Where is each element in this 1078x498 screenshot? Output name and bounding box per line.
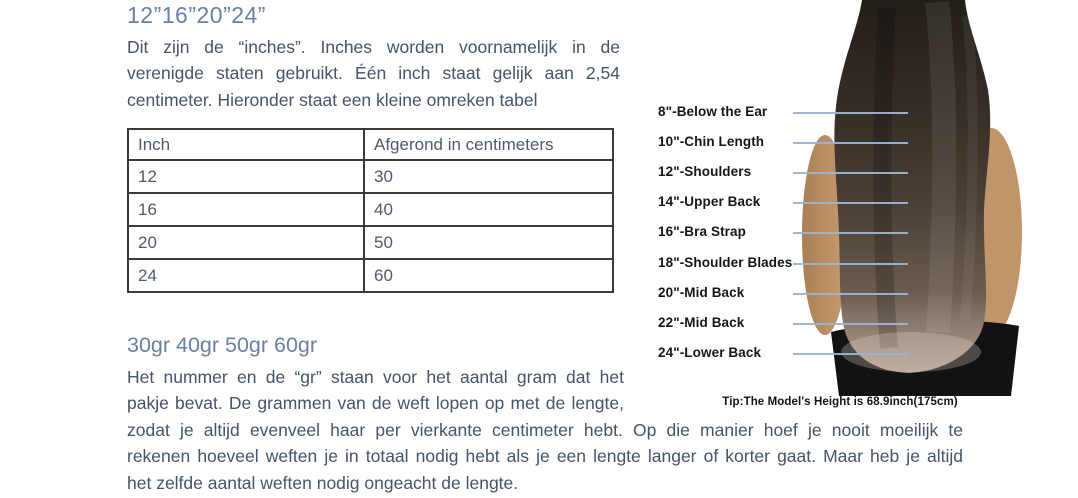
grams-paragraph-narrow <box>127 364 624 417</box>
length-marker-label: 24"-Lower Back <box>658 345 762 360</box>
table-cell-inch: 20 <box>128 226 364 259</box>
table-cell-inch: 24 <box>128 259 364 292</box>
table-cell-inch: 12 <box>128 160 364 193</box>
length-marker-row <box>658 104 914 122</box>
length-marker-line <box>793 353 908 355</box>
length-marker-line <box>793 263 908 265</box>
paragraph-line: Dit zijn de “inches”. Inches worden voornamelijk in de <box>127 37 620 57</box>
length-marker-line <box>793 293 908 295</box>
length-marker-row <box>658 255 914 273</box>
length-marker-label: 14"-Upper Back <box>658 194 761 209</box>
paragraph-line: centimeter. Hieronder staat een kleine omreken tabel <box>127 89 538 110</box>
length-marker-label: 10"-Chin Length <box>658 134 765 149</box>
length-marker-line <box>793 112 908 114</box>
length-marker-line <box>793 232 908 234</box>
table-cell-cm: 30 <box>364 160 613 193</box>
table-row <box>128 226 613 259</box>
length-marker-line <box>793 323 908 325</box>
length-marker-line <box>793 202 908 204</box>
paragraph-line: het zelfde aantal weften nodig ongeacht de lengte. <box>127 472 519 493</box>
table-cell-inch: 16 <box>128 193 364 226</box>
length-marker-line <box>793 142 908 144</box>
inches-heading: 12”16”20”24” <box>127 2 266 28</box>
length-marker-label: 12"-Shoulders <box>658 164 752 179</box>
paragraph-line: verenigde staten gebruikt. Één inch staat gelijk aan 2,54 <box>127 63 620 84</box>
table-cell-cm: 50 <box>364 226 613 259</box>
length-marker-label: 16"-Bra Strap <box>658 224 746 239</box>
grams-heading: 30gr 40gr 50gr 60gr <box>127 333 318 357</box>
length-marker-row <box>658 345 914 363</box>
length-marker-row <box>658 164 914 182</box>
length-marker-row <box>658 194 914 212</box>
length-marker-label: 20"-Mid Back <box>658 285 745 300</box>
table-header-inch: Inch <box>128 129 364 160</box>
paragraph-line: zodat je altijd evenveel haar per vierkante centimeter hebt. Op die manier hoef je nooit moeilijk te <box>127 420 963 440</box>
model-height-tip: Tip:The Model's Height is 68.9inch(175cm) <box>722 396 958 408</box>
paragraph-line: rekenen hoeveel weften je in totaal nodig hebt als je een lengte langer of korter gaat. Maar heb je altijd <box>127 446 963 467</box>
hair-highlight <box>937 2 944 332</box>
length-marker-row <box>658 134 914 152</box>
length-marker-line <box>793 172 908 174</box>
length-marker-label: 18"-Shoulder Blades <box>658 255 793 270</box>
table-row <box>128 160 613 193</box>
table-row <box>128 259 613 292</box>
length-marker-row <box>658 285 914 303</box>
table-row <box>128 193 613 226</box>
grams-paragraph-wide <box>127 417 963 496</box>
table-cell-cm: 40 <box>364 193 613 226</box>
inch-cm-table <box>127 128 614 293</box>
length-marker-row <box>658 224 914 242</box>
length-marker-label: 8"-Below the Ear <box>658 104 768 119</box>
length-marker-label: 22"-Mid Back <box>658 315 745 330</box>
paragraph-line: Het nummer en de “gr” staan voor het aantal gram dat het <box>127 367 624 387</box>
length-marker-row <box>658 315 914 333</box>
table-cell-cm: 60 <box>364 259 613 292</box>
paragraph-line: pakje bevat. De grammen van de weft lopen op met de lengte, <box>127 393 624 414</box>
inches-paragraph <box>127 34 620 113</box>
table-header-cm: Afgerond in centimeters <box>364 129 613 160</box>
table-header-row <box>128 129 613 160</box>
